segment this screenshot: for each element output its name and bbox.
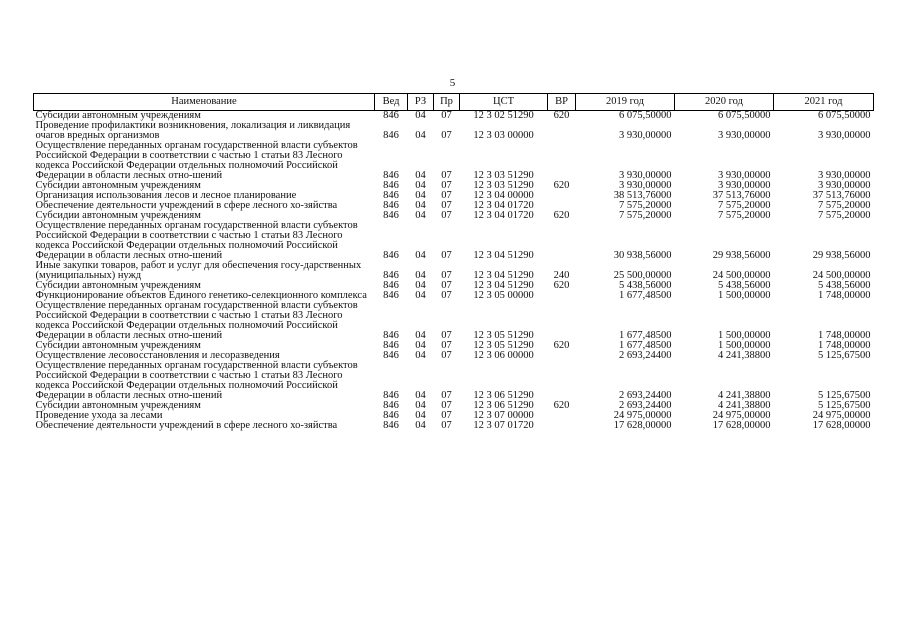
row-2020: 37 513,76000	[712, 190, 771, 201]
row-rz: 04	[415, 170, 426, 181]
row-name: Субсидии автономным учреждениям	[35, 110, 201, 121]
row-pr: 07	[441, 110, 452, 121]
row-2019: 5 438,56000	[619, 280, 672, 291]
row-ved: 846	[383, 330, 399, 341]
row-name: Субсидии автономным учреждениям	[35, 180, 201, 191]
row-vr: 620	[553, 110, 570, 121]
row-2019: 30 938,56000	[613, 250, 672, 261]
row-ved: 846	[383, 110, 399, 121]
row-rz: 04	[415, 110, 426, 121]
row-2020: 4 241,38800	[718, 390, 771, 401]
row-pr: 07	[441, 210, 452, 221]
row-2021: 7 575,20000	[818, 210, 871, 221]
row-pr: 07	[441, 170, 452, 181]
row-pr: 07	[441, 330, 452, 341]
row-ved: 846	[383, 180, 399, 191]
row-2019: 1 677,48500	[619, 330, 672, 341]
row-vr	[548, 121, 576, 141]
row-2020: 1 500,00000	[718, 330, 771, 341]
header-name: Наименование	[34, 94, 375, 111]
row-pr: 07	[441, 200, 452, 211]
row-2019: 3 930,00000	[619, 130, 672, 141]
row-2021: 29 938,56000	[812, 250, 871, 261]
row-2019: 7 575,20000	[619, 210, 672, 221]
row-vr: 620	[553, 280, 570, 291]
row-2021: 6 075,50000	[818, 110, 871, 121]
row-cst: 12 3 04 01720	[473, 210, 534, 221]
row-2020: 4 241,38800	[718, 350, 771, 361]
row-rz: 04	[415, 130, 426, 141]
row-2020: 29 938,56000	[712, 250, 771, 261]
row-rz: 04	[415, 330, 426, 341]
row-vr	[548, 291, 576, 301]
row-cst: 12 3 04 51290	[473, 250, 534, 261]
header-vr: ВР	[548, 94, 576, 111]
row-rz: 04	[415, 250, 426, 261]
row-2021: 3 930,00000	[818, 180, 871, 191]
row-2019: 6 075,50000	[619, 110, 672, 121]
row-ved: 846	[383, 200, 399, 211]
row-vr: 620	[553, 400, 570, 411]
row-rz: 04	[415, 200, 426, 211]
row-2020: 1 500,00000	[718, 340, 771, 351]
row-name: Функционирование объектов Единого генетико-селекционного комплекса	[35, 290, 367, 301]
row-2021: 5 125,67500	[818, 390, 871, 401]
row-2019: 2 693,24400	[619, 390, 672, 401]
row-pr: 07	[441, 190, 452, 201]
row-2019: 38 513,76000	[613, 190, 672, 201]
row-2020: 3 930,00000	[718, 130, 771, 141]
row-ved: 846	[383, 400, 399, 411]
row-ved: 846	[383, 350, 399, 361]
row-2019: 25 500,00000	[613, 270, 672, 281]
row-2021: 24 975,00000	[812, 410, 871, 421]
table-row	[34, 361, 874, 401]
row-ved: 846	[383, 250, 399, 261]
budget-table	[33, 93, 874, 431]
table-row	[34, 121, 874, 141]
row-rz: 04	[415, 410, 426, 421]
row-cst: 12 3 04 01720	[473, 200, 534, 211]
row-2020: 3 930,00000	[718, 180, 771, 191]
row-cst: 12 3 03 00000	[473, 130, 534, 141]
row-vr: 240	[553, 270, 570, 281]
row-2021: 5 125,67500	[818, 350, 871, 361]
header-cst: ЦСТ	[460, 94, 548, 111]
row-vr	[548, 421, 576, 431]
row-2021: 17 628,00000	[812, 420, 871, 431]
row-ved: 846	[383, 340, 399, 351]
row-name: Осуществление лесовосстановления и лесоразведения	[35, 350, 280, 361]
row-2020: 24 975,00000	[712, 410, 771, 421]
row-name: Обеспечение деятельности учреждений в сфере лесного хо-зяйства	[35, 420, 338, 431]
row-name: Организация использования лесов и лесное планирование	[35, 190, 297, 201]
row-pr: 07	[441, 350, 452, 361]
row-ved: 846	[383, 420, 399, 431]
row-pr: 07	[441, 270, 452, 281]
row-cst: 12 3 06 51290	[473, 400, 534, 411]
row-rz: 04	[415, 420, 426, 431]
row-pr: 07	[441, 410, 452, 421]
row-pr: 07	[441, 400, 452, 411]
row-2021: 5 438,56000	[818, 280, 871, 291]
header-2019: 2019 год	[576, 94, 675, 111]
table-row	[34, 141, 874, 181]
row-name: Субсидии автономным учреждениям	[35, 210, 201, 221]
row-ved: 846	[383, 170, 399, 181]
row-2019: 2 693,24400	[619, 350, 672, 361]
row-2019: 1 677,48500	[619, 290, 672, 301]
row-vr	[548, 301, 576, 341]
row-pr: 07	[441, 290, 452, 301]
table-row	[34, 261, 874, 281]
row-2019: 7 575,20000	[619, 200, 672, 211]
row-cst: 12 3 07 00000	[473, 410, 534, 421]
row-cst: 12 3 04 51290	[473, 280, 534, 291]
header-2020: 2020 год	[675, 94, 774, 111]
row-cst: 12 3 06 00000	[473, 350, 534, 361]
header-ved: Вед	[375, 94, 408, 111]
row-vr: 620	[553, 180, 570, 191]
row-cst: 12 3 03 51290	[473, 170, 534, 181]
row-rz: 04	[415, 390, 426, 401]
row-2021: 5 125,67500	[818, 400, 871, 411]
row-2020: 17 628,00000	[712, 420, 771, 431]
row-rz: 04	[415, 270, 426, 281]
row-2021: 37 513,76000	[812, 190, 871, 201]
row-ved: 846	[383, 290, 399, 301]
table-row	[34, 221, 874, 261]
row-pr: 07	[441, 280, 452, 291]
page-number: 5	[449, 77, 456, 89]
row-2021: 24 500,00000	[812, 270, 871, 281]
row-2020: 1 500,00000	[718, 290, 771, 301]
row-2019: 1 677,48500	[619, 340, 672, 351]
row-name: Проведение профилактики возникновения, локализация и ликвидация очагов вредных организмов	[35, 120, 351, 141]
row-pr: 07	[441, 250, 452, 261]
row-name: Иные закупки товаров, работ и услуг для обеспечения госу-дарственных (муниципальных) нужд	[35, 260, 362, 281]
row-ved: 846	[383, 130, 399, 141]
row-cst: 12 3 04 00000	[473, 190, 534, 201]
header-2021: 2021 год	[774, 94, 874, 111]
row-2019: 2 693,24400	[619, 400, 672, 411]
row-name: Осуществление переданных органам государственной власти субъектов Российской Федерации в соответствии с частью 1 статьи 83 Лесного кодекса Российской Федерации отдельных полномочий Российской Федерации в области лесных отно-шений	[35, 300, 358, 341]
row-vr	[548, 141, 576, 181]
header-pr: Пр	[434, 94, 460, 111]
row-name: Осуществление переданных органам государственной власти субъектов Российской Федерации в соответствии с частью 1 статьи 83 Лесного кодекса Российской Федерации отдельных полномочий Российской Федерации в области лесных отно-шений	[35, 360, 358, 401]
row-2020: 7 575,20000	[718, 200, 771, 211]
row-2021: 3 930,00000	[818, 130, 871, 141]
row-2021: 7 575,20000	[818, 200, 871, 211]
row-cst: 12 3 05 51290	[473, 340, 534, 351]
row-2020: 3 930,00000	[718, 170, 771, 181]
row-ved: 846	[383, 210, 399, 221]
row-vr: 620	[553, 340, 570, 351]
row-cst: 12 3 07 01720	[473, 420, 534, 431]
row-2020: 24 500,00000	[712, 270, 771, 281]
row-cst: 12 3 05 00000	[473, 290, 534, 301]
row-rz: 04	[415, 190, 426, 201]
row-pr: 07	[441, 180, 452, 191]
row-cst: 12 3 02 51290	[473, 110, 534, 121]
row-ved: 846	[383, 190, 399, 201]
row-name: Субсидии автономным учреждениям	[35, 400, 201, 411]
row-name: Субсидии автономным учреждениям	[35, 280, 201, 291]
row-vr	[548, 221, 576, 261]
row-rz: 04	[415, 340, 426, 351]
row-rz: 04	[415, 180, 426, 191]
row-rz: 04	[415, 350, 426, 361]
row-rz: 04	[415, 290, 426, 301]
row-2021: 1 748,00000	[818, 340, 871, 351]
row-rz: 04	[415, 400, 426, 411]
row-ved: 846	[383, 390, 399, 401]
row-2019: 3 930,00000	[619, 180, 672, 191]
row-2020: 6 075,50000	[718, 110, 771, 121]
row-pr: 07	[441, 420, 452, 431]
row-2019: 17 628,00000	[613, 420, 672, 431]
row-cst: 12 3 05 51290	[473, 330, 534, 341]
row-vr	[548, 351, 576, 361]
row-ved: 846	[383, 270, 399, 281]
row-2019: 24 975,00000	[613, 410, 672, 421]
row-pr: 07	[441, 340, 452, 351]
row-2021: 1 748,00000	[818, 290, 871, 301]
row-vr	[548, 191, 576, 201]
row-2020: 7 575,20000	[718, 210, 771, 221]
row-rz: 04	[415, 280, 426, 291]
row-vr	[548, 411, 576, 421]
row-2021: 3 930,00000	[818, 170, 871, 181]
row-2020: 4 241,38800	[718, 400, 771, 411]
table-row	[34, 421, 874, 431]
row-name: Осуществление переданных органам государственной власти субъектов Российской Федерации в соответствии с частью 1 статьи 83 Лесного кодекса Российской Федерации отдельных полномочий Российской Федерации в области лесных отно-шений	[35, 140, 358, 181]
table-header-row	[34, 94, 874, 111]
row-2019: 3 930,00000	[619, 170, 672, 181]
row-2021: 1 748,00000	[818, 330, 871, 341]
row-name: Осуществление переданных органам государственной власти субъектов Российской Федерации в соответствии с частью 1 статьи 83 Лесного кодекса Российской Федерации отдельных полномочий Российской Федерации в области лесных отно-шений	[35, 220, 358, 261]
row-vr: 620	[553, 210, 570, 221]
row-2020: 5 438,56000	[718, 280, 771, 291]
row-cst: 12 3 06 51290	[473, 390, 534, 401]
row-rz: 04	[415, 210, 426, 221]
row-ved: 846	[383, 280, 399, 291]
row-pr: 07	[441, 390, 452, 401]
header-rz: РЗ	[408, 94, 434, 111]
row-cst: 12 3 03 51290	[473, 180, 534, 191]
table-body	[34, 111, 874, 432]
table-row	[34, 301, 874, 341]
row-cst: 12 3 04 51290	[473, 270, 534, 281]
row-name: Субсидии автономным учреждениям	[35, 340, 201, 351]
row-name: Проведение ухода за лесами	[35, 410, 163, 421]
row-pr: 07	[441, 130, 452, 141]
row-vr	[548, 361, 576, 401]
row-ved: 846	[383, 410, 399, 421]
row-name: Обеспечение деятельности учреждений в сфере лесного хо-зяйства	[35, 200, 338, 211]
